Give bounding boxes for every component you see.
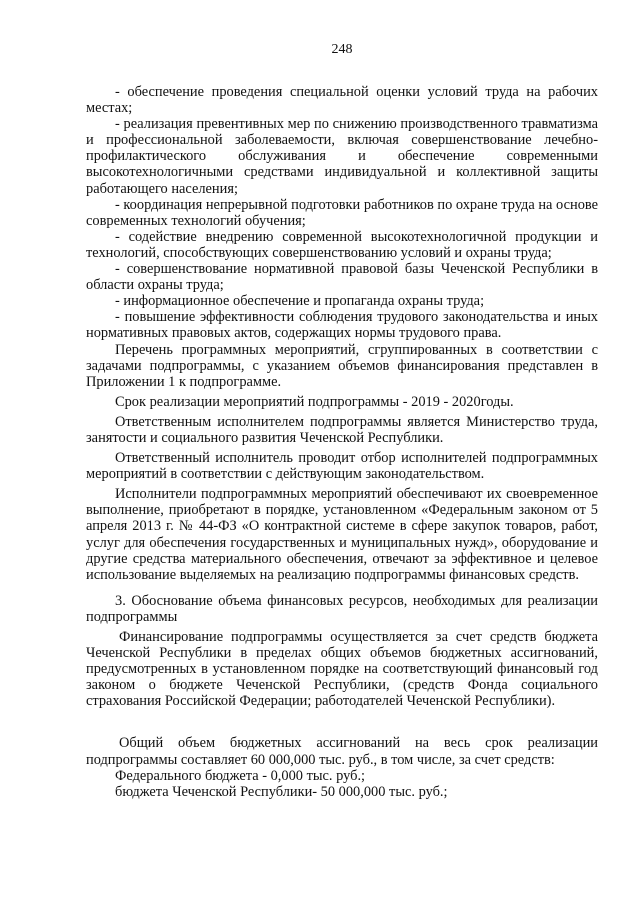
section-heading-3: 3. Обоснование объема финансовых ресурсов, необходимых для реализации подпрограммы	[86, 592, 598, 625]
paragraph-selection: Ответственный исполнитель проводит отбор исполнителей подпрограммных мероприятий в соответствии с действующим законодательством.	[86, 450, 598, 483]
paragraph-financing: Финансирование подпрограммы осуществляется за счет средств бюджета Чеченской Республики в пределах общих объемов бюджетных ассигнований, предусмотренных в установленном порядке на соответствующий финансовый год законом о бюджете Чеченской Республики, (средств Фонда социального страхования Российской Федерации; работодателей Чеченской Республики).	[86, 629, 598, 710]
paragraph-executors: Исполнители подпрограммных мероприятий обеспечивают их своевременное выполнение, приобретают в порядке, установленном «Федеральным законом от 5 апреля 2013 г. № 44-ФЗ «О контрактной системе в сфере закупок товаров, работ, услуг для обеспечения государственных и муниципальных нужд», оборудование и другие средства материального обеспечения, отвечают за эффективное и целевое использование выделяемых на реализацию подпрограммы финансовых средств.	[86, 486, 598, 583]
document-body	[86, 84, 598, 800]
page-number: 248	[331, 42, 353, 57]
document-page	[86, 0, 598, 905]
paragraph-regional-budget: бюджета Чеченской Республики- 50 000,000 тыс. руб.;	[115, 783, 448, 800]
paragraph-responsible: Ответственным исполнителем подпрограммы является Министерство труда, занятости и социального развития Чеченской Республики.	[86, 413, 598, 446]
paragraph-measure-4: - содействие внедрению современной высокотехнологичной продукции и технологий, способствующих совершенствованию условий и охраны труда;	[86, 228, 598, 261]
paragraph-federal-budget: Федерального бюджета - 0,000 тыс. руб.;	[115, 767, 366, 784]
paragraph-measure-3: - координация непрерывной подготовки работников по охране труда на основе современных технологий обучения;	[86, 196, 598, 229]
paragraph-total-volume: Общий объем бюджетных ассигнований на весь срок реализации подпрограммы составляет 60 000,000 тыс. руб., в том числе, за счет средств:	[86, 735, 598, 768]
paragraph-measure-5: - совершенствование нормативной правовой базы Чеченской Республики в области охраны труда;	[86, 261, 598, 294]
paragraph-program-list: Перечень программных мероприятий, сгруппированных в соответствии с задачами подпрограммы, с указанием объемов финансирования представлен в Приложении 1 к подпрограмме.	[86, 341, 598, 390]
paragraph-term: Срок реализации мероприятий подпрограммы - 2019 - 2020годы.	[115, 393, 514, 410]
paragraph-measure-6: - информационное обеспечение и пропаганда охраны труда;	[115, 293, 485, 310]
paragraph-measure-7: - повышение эффективности соблюдения трудового законодательства и иных нормативных правовых актов, содержащих нормы трудового права.	[86, 309, 598, 342]
paragraph-measure-1: - обеспечение проведения специальной оценки условий труда на рабочих местах;	[86, 84, 598, 117]
paragraph-measure-2: - реализация превентивных мер по снижению производственного травматизма и профессиональной заболеваемости, включая совершенствование лечебно-профилактического обслуживания и обеспечение современными высокотехнологичными средствами индивидуальной и коллективной защиты работающего населения;	[86, 116, 598, 197]
